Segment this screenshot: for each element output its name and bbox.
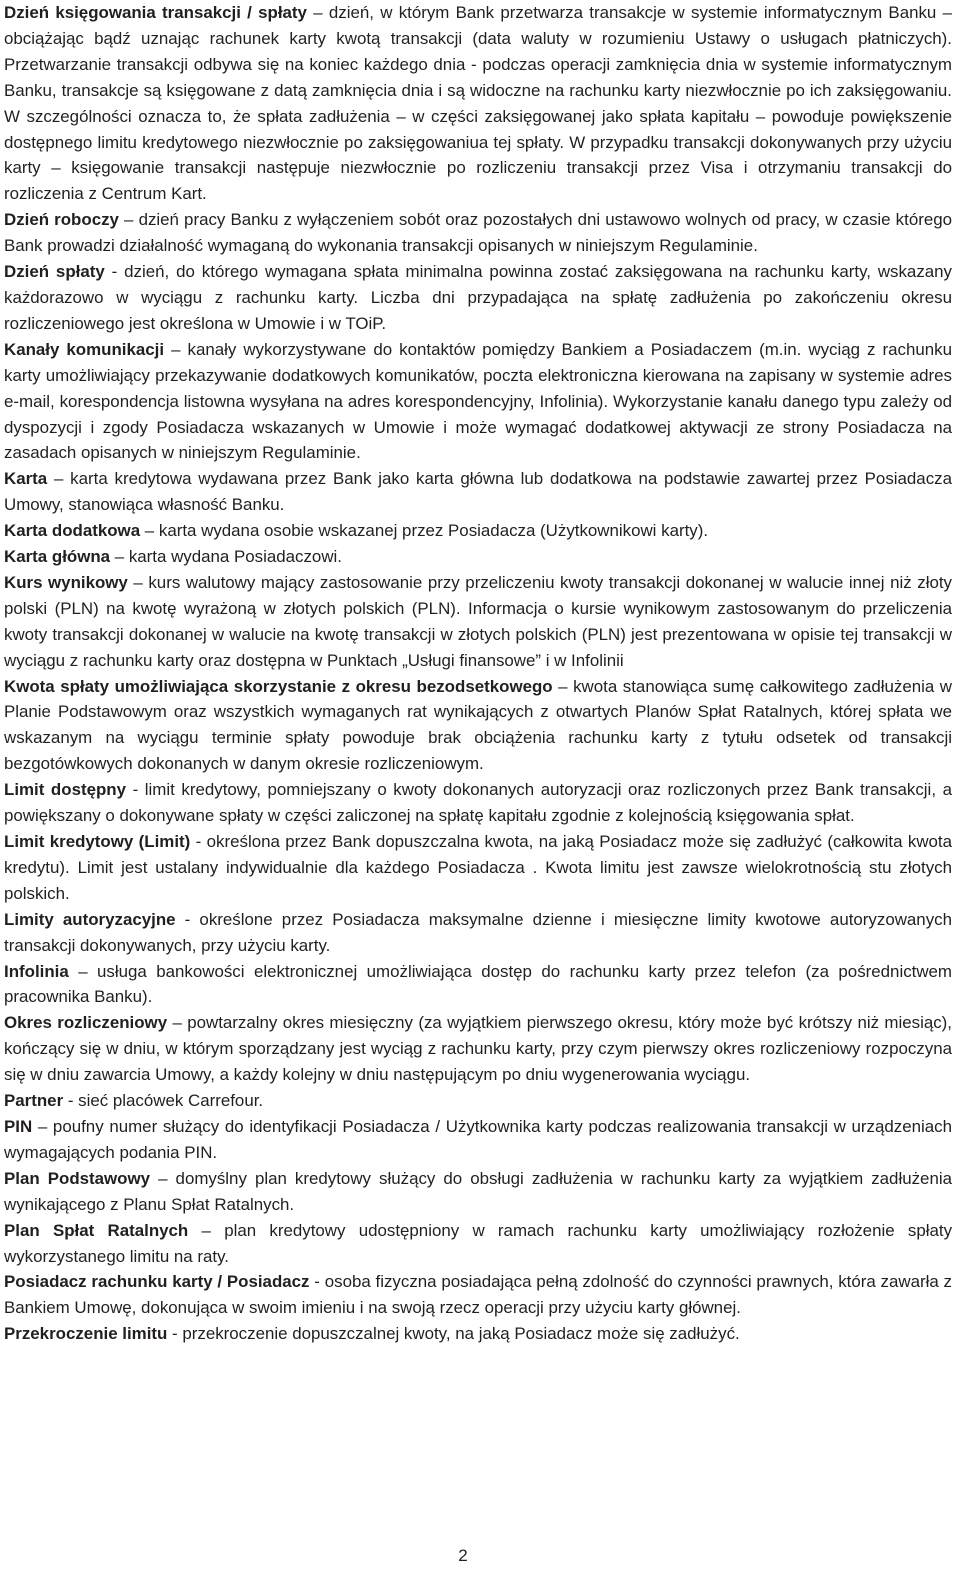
term-definition: - osoba fizyczna posiadająca pełną zdolność do czynności prawnych, która zawarła z Bankiem Umowę, dokonująca w swoim imieniu i na swoją rzecz operacji przy użyciu karty głównej. xyxy=(4,1272,952,1318)
term-label: Limity autoryzacyjne xyxy=(4,909,176,929)
term-definition: - sieć placówek Carrefour. xyxy=(63,1091,264,1111)
term-label: Plan Podstawowy xyxy=(4,1168,151,1188)
term-definition: – karta kredytowa wydawana przez Bank jako karta główna lub dodatkowa na podstawie zawartej przez Posiadacza Umowy, stanowiąca własność Banku. xyxy=(4,469,952,515)
term-definition: – kurs walutowy mający zastosowanie przy przeliczeniu kwoty transakcji dokonanej w walucie innej niż złoty polski (PLN) na kwotę wyrażoną w złotych polskich (PLN). Informacja o kursie wynikowym zastosowanym do przeliczenia kwoty transakcji dokonanej w walucie na kwotę transakcji w złotych polskich (PLN) jest prezentowana w opisie tej transakcji w wyciągu z rachunku karty oraz dostępna w Punktach „Usługi finansowe” i w Infolinii xyxy=(4,572,953,670)
term-label: Partner xyxy=(4,1091,64,1111)
definition-limity-autoryzacyjne xyxy=(4,907,952,959)
term-definition: – domyślny plan kredytowy służący do obsługi zadłużenia w rachunku karty za wyjątkiem zadłużenia wynikającego z Planu Spłat Ratalnych. xyxy=(4,1168,952,1214)
term-label: Kurs wynikowy xyxy=(4,572,128,592)
definition-plan-podstawowy xyxy=(4,1166,952,1218)
definition-kwota-splaty xyxy=(4,674,952,778)
definition-pin xyxy=(4,1114,952,1166)
term-definition: - określone przez Posiadacza maksymalne dzienne i miesięczne limity kwotowe autoryzowanych transakcji dokonywanych, przy użyciu karty. xyxy=(4,909,952,955)
term-definition: – karta wydana Posiadaczowi. xyxy=(110,547,342,567)
definition-dzien-ksiegowania xyxy=(4,0,952,207)
term-definition: - określona przez Bank dopuszczalna kwota, na jaką Posiadacz może się zadłużyć (całkowita kwota kredytu). Limit jest ustalany indywidualnie dla każdego Posiadacza . Kwota limitu jest zawsze wielokrotnością stu złotych polskich. xyxy=(4,832,952,903)
definition-karta-glowna xyxy=(4,544,952,570)
term-label: PIN xyxy=(4,1116,33,1136)
definition-kanaly-komunikacji xyxy=(4,337,952,467)
term-label: Plan Spłat Ratalnych xyxy=(4,1220,189,1240)
definition-limit-kredytowy xyxy=(4,829,952,907)
term-label: Infolinia xyxy=(4,961,69,981)
definition-infolinia xyxy=(4,959,952,1011)
term-label: Karta główna xyxy=(4,547,111,567)
definition-partner xyxy=(4,1088,952,1114)
definition-karta xyxy=(4,466,952,518)
term-label: Dzień księgowania transakcji / spłaty xyxy=(4,3,307,22)
term-definition: – kwota stanowiąca sumę całkowitego zadłużenia w Planie Podstawowym oraz wszystkich wymaganych rat wynikających z otwartych Planów Spłat Ratalnych, której spłata we wskazanym na wyciągu terminie spłaty powoduje brak obciążenia rachunku karty z tytułu odsetek od transakcji bezgotówkowych dokonanych w danym okresie rozliczeniowym. xyxy=(4,676,952,774)
term-label: Posiadacz rachunku karty / Posiadacz xyxy=(4,1272,310,1292)
definition-dzien-splaty xyxy=(4,259,952,337)
definition-kurs-wynikowy xyxy=(4,570,952,674)
term-label: Limit dostępny xyxy=(4,780,127,800)
term-definition: – plan kredytowy udostępniony w ramach rachunku karty umożliwiający rozłożenie spłaty wykorzystanego limitu na raty. xyxy=(4,1220,953,1266)
definition-dzien-roboczy xyxy=(4,207,952,259)
term-label: Kwota spłaty umożliwiająca skorzystanie z okresu bezodsetkowego xyxy=(4,676,553,696)
term-label: Dzień spłaty xyxy=(4,262,105,282)
definition-przekroczenie-limitu xyxy=(4,1321,952,1347)
term-label: Przekroczenie limitu xyxy=(4,1324,168,1344)
regulations-document xyxy=(4,0,952,1347)
term-definition: – dzień, w którym Bank przetwarza transakcje w systemie informatycznym Banku – obciążając bądź uznając rachunek karty kwotą transakcji (data waluty w rozumieniu Ustawy o usługach płatniczych). Przetwarzanie transakcji odbywa się na koniec każdego dnia - podczas operacji zamknięcia dnia w systemie informatycznym Banku, transakcje są księgowane z datą zamknięcia dnia i są widoczne na rachunku karty niezwłocznie po ich zaksięgowaniu. W szczególności oznacza to, że spłata zadłużenia – w części zaksięgowanej jako spłata kapitału – powoduje powiększenie dostępnego limitu kredytowego niezwłocznie po zaksięgowaniua tej spłaty. W przypadku transakcji dokonywanych przy użyciu karty – księgowanie transakcji następuje niezwłocznie po rozliczeniu transakcji przez Visa i otrzymaniu transakcji do rozliczenia z Centrum Kart. xyxy=(4,3,952,204)
definition-plan-splat-ratalnych xyxy=(4,1218,952,1270)
term-definition: - przekroczenie dopuszczalnej kwoty, na jaką Posiadacz może się zadłużyć. xyxy=(167,1324,740,1344)
term-label: Karta xyxy=(4,469,48,489)
term-definition: – kanały wykorzystywane do kontaktów pomiędzy Bankiem a Posiadaczem (m.in. wyciąg z rachunku karty umożliwiający przekazywanie dodatkowych komunikatów, poczta elektroniczna kierowana na zapisany w systemie adres e-mail, korespondencja listowna wysyłana na adres korespondencyjny, Infolinia). Wykorzystanie kanału danego typu zależy od dyspozycji i zgody Posiadacza wskazanych w Umowie i może wymagać dodatkowej aktywacji ze strony Posiadacza na zasadach opisanych w niniejszym Regulaminie. xyxy=(4,339,952,463)
definition-posiadacz xyxy=(4,1269,952,1321)
term-definition: – karta wydana osobie wskazanej przez Posiadacza (Użytkownikowi karty). xyxy=(140,521,709,541)
term-definition: – poufny numer służący do identyfikacji Posiadacza / Użytkownika karty podczas realizowania transakcji w urządzeniach wymagających podania PIN. xyxy=(4,1116,952,1162)
term-definition: - limit kredytowy, pomniejszany o kwoty dokonanych autoryzacji oraz rozliczonych przez Bank transakcji, a powiększany o dokonywane spłaty w części zaliczonej na spłatę kapitału zgodnie z kolejnością księgowania spłat. xyxy=(4,780,952,826)
term-label: Dzień roboczy xyxy=(4,210,119,230)
term-label: Okres rozliczeniowy xyxy=(4,1013,168,1033)
term-label: Limit kredytowy (Limit) xyxy=(4,832,191,851)
term-label: Kanały komunikacji xyxy=(4,339,165,359)
definition-karta-dodatkowa xyxy=(4,518,952,544)
definition-limit-dostepny xyxy=(4,777,952,829)
page-number: 2 xyxy=(458,1546,468,1565)
term-definition: – powtarzalny okres miesięczny (za wyjątkiem pierwszego okresu, który może być krótszy niż miesiąc), kończący się w dniu, w którym sporządzany jest wyciąg z rachunku karty, przy czym pierwszy okres rozliczeniowy rozpoczyna się w dniu zawarcia Umowy, a każdy kolejny w dniu następującym po dniu wygenerowania wyciągu. xyxy=(4,1013,952,1085)
term-definition: – dzień pracy Banku z wyłączeniem sobót oraz pozostałych dni ustawowo wolnych od pracy, w czasie którego Bank prowadzi działalność wymaganą do wykonania transakcji opisanych w niniejszym Regulaminie. xyxy=(4,210,953,256)
term-definition: - dzień, do którego wymagana spłata minimalna powinna zostać zaksięgowana na rachunku karty, wskazany każdorazowo w wyciągu z rachunku karty. Liczba dni przypadająca na spłatę zadłużenia po zakończeniu okresu rozliczeniowego jest określona w Umowie i w TOiP. xyxy=(4,262,953,333)
term-definition: – usługa bankowości elektronicznej umożliwiająca dostęp do rachunku karty przez telefon (za pośrednictwem pracownika Banku). xyxy=(4,961,952,1007)
term-label: Karta dodatkowa xyxy=(4,521,141,541)
definition-okres-rozliczeniowy xyxy=(4,1010,952,1088)
